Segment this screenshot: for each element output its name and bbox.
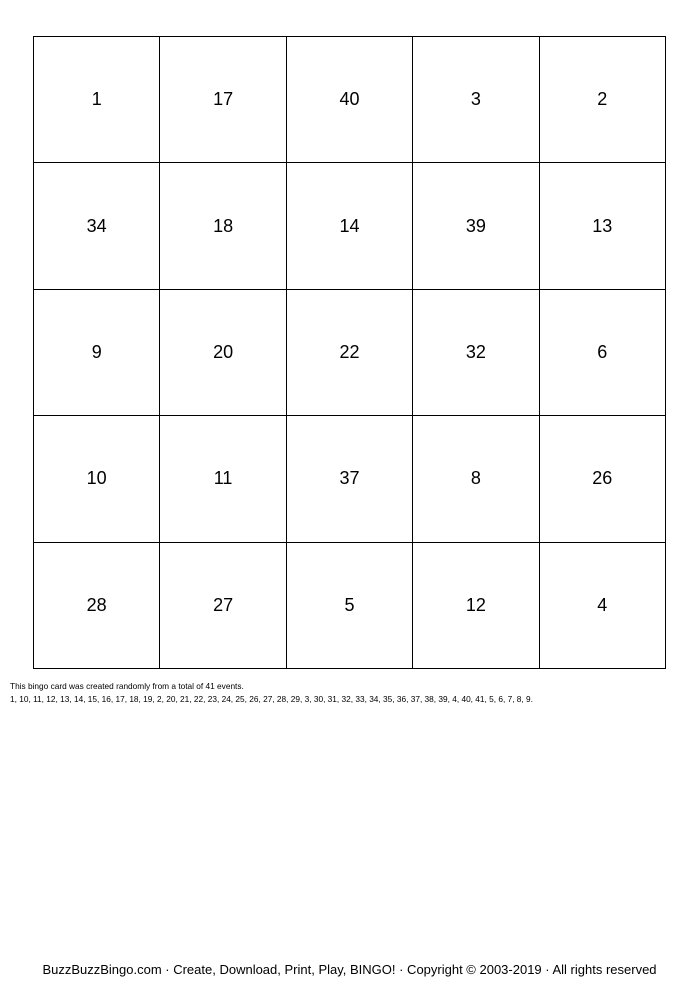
bingo-cell: 13 [540, 163, 666, 289]
page-footer: BuzzBuzzBingo.com · Create, Download, Print, Play, BINGO! · Copyright © 2003-2019 · All rights reserved [42, 962, 657, 977]
bingo-cell: 5 [287, 543, 413, 669]
bingo-cell: 4 [540, 543, 666, 669]
bingo-cell: 17 [160, 37, 286, 163]
bingo-cell: 10 [34, 416, 160, 542]
bingo-cell: 3 [413, 37, 539, 163]
bingo-cell: 40 [287, 37, 413, 163]
bingo-cell: 2 [540, 37, 666, 163]
bingo-cell: 6 [540, 290, 666, 416]
bingo-cell: 34 [34, 163, 160, 289]
bingo-cell: 9 [34, 290, 160, 416]
bingo-cell: 20 [160, 290, 286, 416]
card-description: This bingo card was created randomly from a total of 41 events. [10, 681, 244, 691]
bingo-cell: 39 [413, 163, 539, 289]
bingo-cell: 14 [287, 163, 413, 289]
bingo-cell: 28 [34, 543, 160, 669]
bingo-cell: 27 [160, 543, 286, 669]
bingo-card [33, 36, 666, 669]
bingo-cell: 1 [34, 37, 160, 163]
bingo-cell: 8 [413, 416, 539, 542]
events-list: 1, 10, 11, 12, 13, 14, 15, 16, 17, 18, 19, 2, 20, 21, 22, 23, 24, 25, 26, 27, 28, 29, 3, 30, 31, 32, 33, 34, 35, 36, 37, 38, 39, 4, 40, 41, 5, 6, 7, 8, 9. [10, 694, 533, 704]
card-info [10, 680, 690, 706]
bingo-cell: 18 [160, 163, 286, 289]
bingo-cell: 26 [540, 416, 666, 542]
bingo-cell: 32 [413, 290, 539, 416]
bingo-cell: 11 [160, 416, 286, 542]
bingo-cell: 22 [287, 290, 413, 416]
bingo-cell: 37 [287, 416, 413, 542]
bingo-cell: 12 [413, 543, 539, 669]
